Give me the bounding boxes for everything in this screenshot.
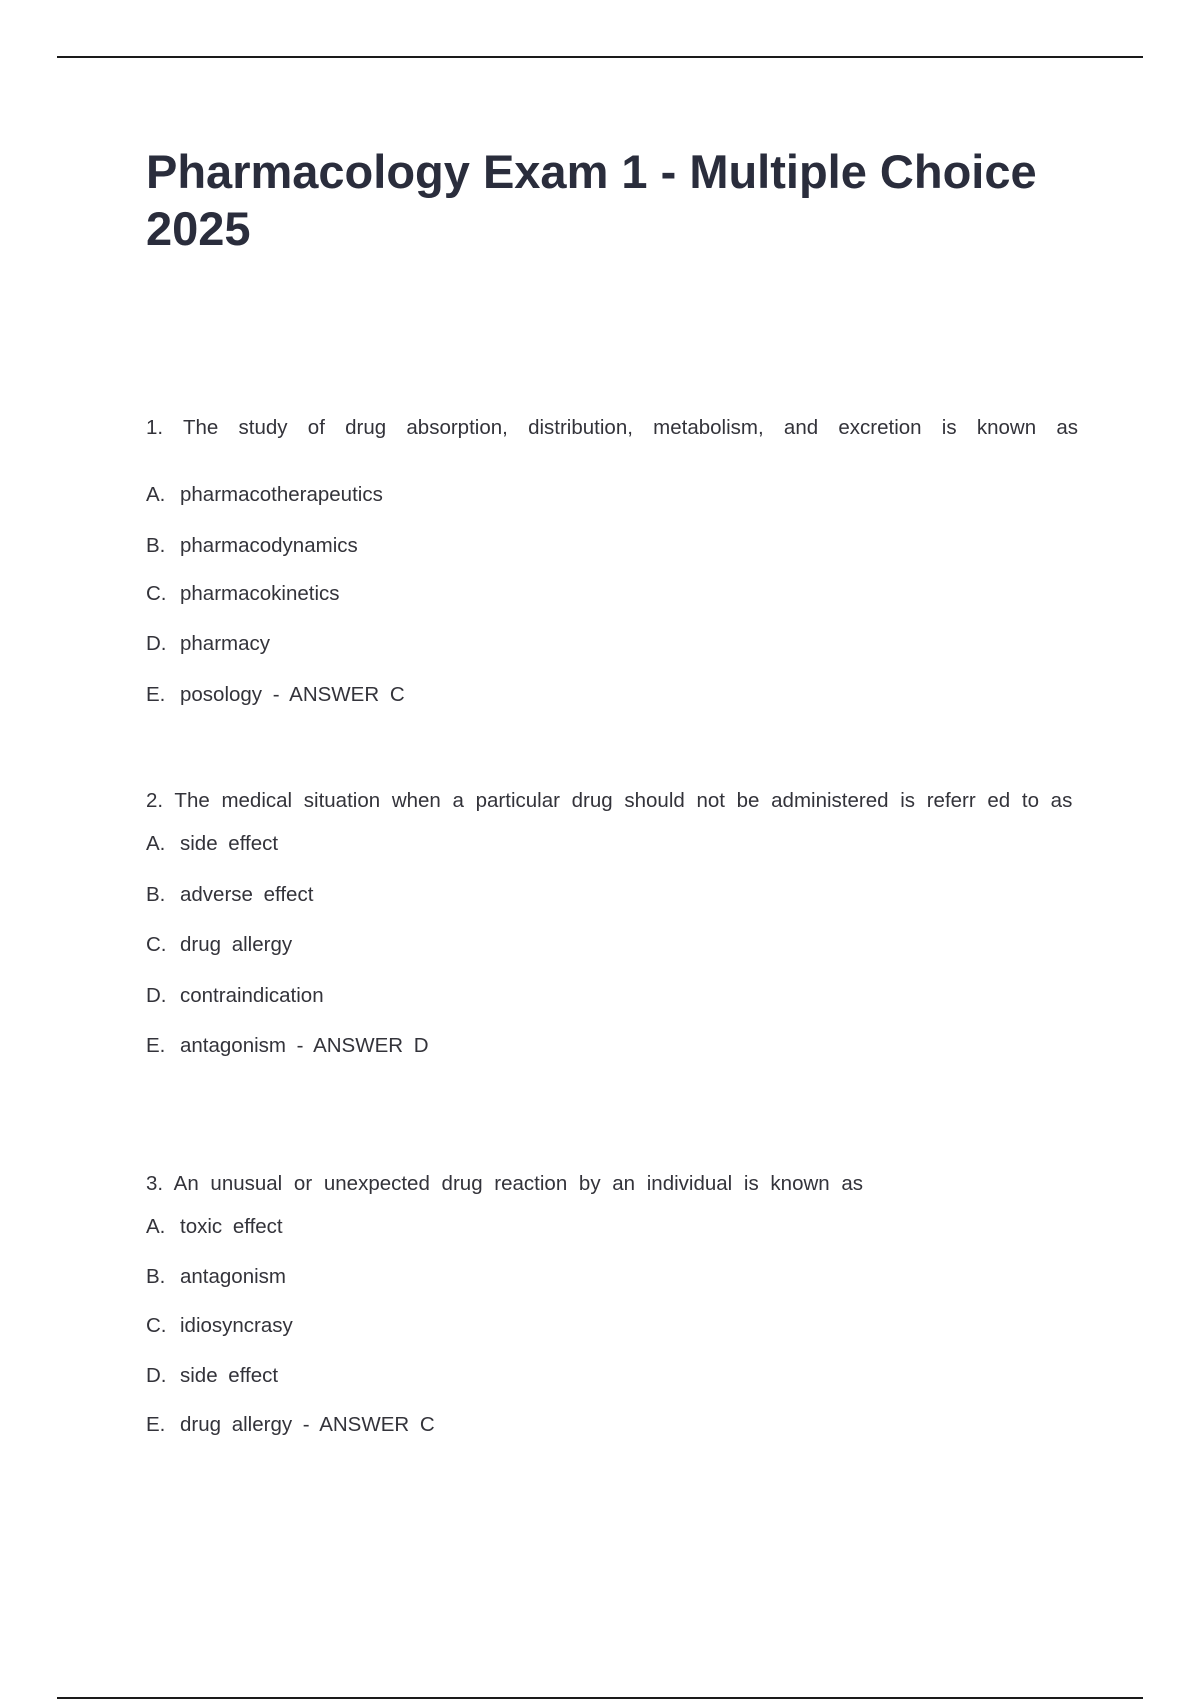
option-letter: E.	[146, 1034, 166, 1057]
question-stem: 3. An unusual or unexpected drug reaction by an individual is known as	[146, 1172, 864, 1195]
answer-options	[146, 484, 1078, 706]
option-a	[146, 484, 1078, 506]
option-letter: C.	[146, 1314, 167, 1337]
option-letter: E.	[146, 683, 166, 706]
page-title: Pharmacology Exam 1 - Multiple Choice 2025	[146, 145, 1037, 255]
option-c	[146, 583, 1078, 605]
option-text: antagonism - ANSWER D	[180, 1034, 429, 1057]
option-text: side effect	[180, 832, 279, 855]
question-1	[146, 411, 1078, 735]
option-text: drug allergy	[180, 933, 293, 956]
option-text: drug allergy - ANSWER C	[180, 1413, 435, 1436]
option-letter: A.	[146, 1215, 166, 1238]
option-text: antagonism	[180, 1264, 286, 1288]
option-b	[146, 884, 1078, 906]
option-text: pharmacotherapeutics	[180, 483, 383, 506]
answer-options	[146, 833, 1078, 1057]
option-letter: C.	[146, 933, 167, 956]
option-text: contraindication	[180, 983, 324, 1007]
answer-options	[146, 1216, 1078, 1436]
option-letter: B.	[146, 534, 166, 557]
option-letter: C.	[146, 582, 167, 605]
option-text: posology - ANSWER C	[180, 683, 405, 706]
option-a	[146, 833, 1078, 855]
option-letter: D.	[146, 1363, 167, 1387]
option-e	[146, 1414, 1078, 1436]
question-2	[146, 784, 1078, 1086]
option-a	[146, 1216, 1078, 1238]
option-c	[146, 934, 1078, 956]
question-stem: 1. The study of drug absorption, distribution, metabolism, and excretion is known as	[146, 416, 1078, 439]
option-letter: D.	[146, 632, 167, 655]
option-d	[146, 985, 1078, 1007]
top-rule	[57, 56, 1143, 58]
option-text: toxic effect	[180, 1215, 283, 1238]
option-letter: A.	[146, 483, 166, 506]
option-d	[146, 1365, 1078, 1387]
option-letter: D.	[146, 983, 167, 1007]
option-b	[146, 1266, 1078, 1288]
option-e	[146, 684, 1078, 706]
option-letter: E.	[146, 1413, 166, 1436]
option-text: idiosyncrasy	[180, 1314, 293, 1337]
option-d	[146, 633, 1078, 655]
option-text: adverse effect	[180, 882, 314, 906]
option-text: pharmacokinetics	[180, 582, 340, 605]
option-letter: B.	[146, 1264, 166, 1288]
question-3	[146, 1167, 1078, 1464]
question-stem: 2. The medical situation when a particular drug should not be administered is referr ed to as	[146, 789, 1073, 812]
option-letter: B.	[146, 882, 166, 906]
option-c	[146, 1315, 1078, 1337]
option-e	[146, 1035, 1078, 1057]
option-text: side effect	[180, 1363, 279, 1387]
bottom-rule	[57, 1697, 1143, 1699]
option-b	[146, 535, 1078, 557]
option-text: pharmacy	[180, 632, 271, 655]
option-text: pharmacodynamics	[180, 534, 358, 557]
option-letter: A.	[146, 832, 166, 855]
